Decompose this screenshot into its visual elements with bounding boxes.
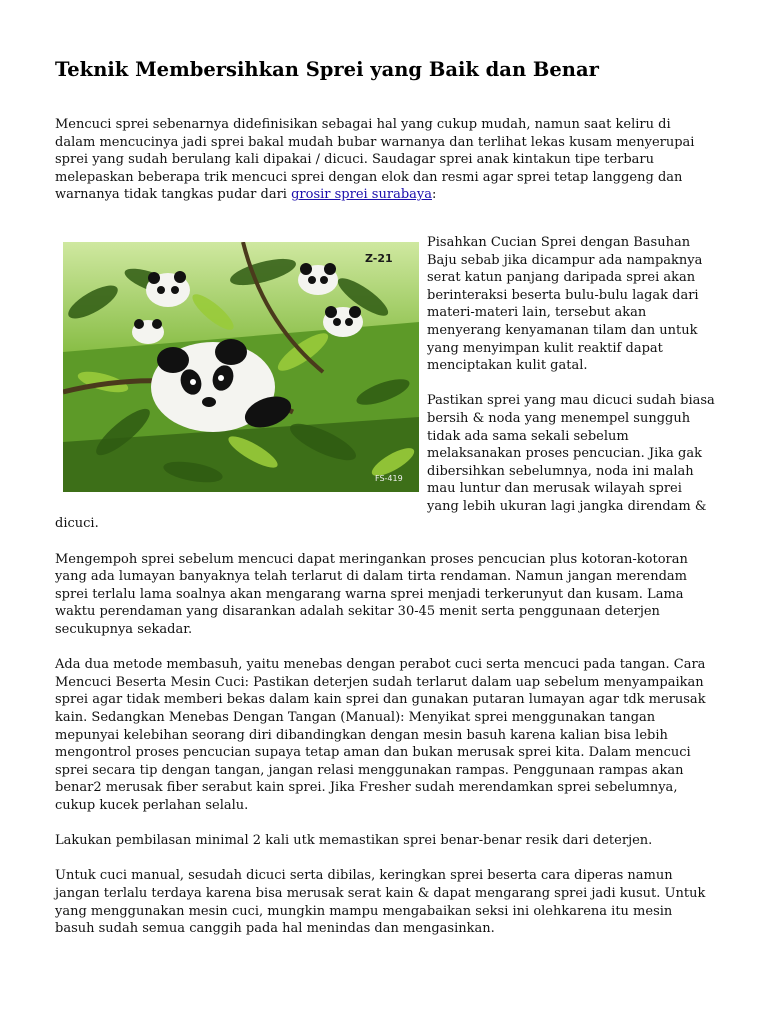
paragraph-3: Mengempoh sprei sebelum mencuci dapat meringankan proses pencucian plus kotoran-kotoran yang ada lumayan banyaknya telah terlarut di dalam tirta rendaman. Namun jangan merendam sprei terlalu lama soalnya akan mengarang warna sprei menjadi terkerunyut dan kusam. Lama waktu perendaman yang disarankan adalah sekitar 30-45 menit serta penggunaan deterjen secukupnya sekadar.	[55, 551, 688, 638]
article	[55, 0, 715, 938]
paragraph-2: Pastikan sprei yang mau dicuci sudah biasa bersih & noda yang menempel sungguh tidak ada sama sekali sebelum melaksanakan proses pencucian. Jika gak dibersihkan sebelumnya, noda ini malah mau luntur dan merusak wilayah sprei yang lebih ukuran lagi jangka direndam & dicuci.	[55, 393, 715, 532]
small-panda-2	[298, 263, 338, 295]
article-title: Teknik Membersihkan Sprei yang Baik dan Benar	[55, 58, 599, 81]
paragraph-1: Pisahkan Cucian Sprei dengan Basuhan Baju sebab jika dicampur ada nampaknya serat katun panjang daripada sprei akan berinteraksi beserta bulu-bulu lagak dari materi-materi lain, tersebut akan menyerang kenyamanan tilam dan untuk yang menyimpan kulit reaktif dapat menciptakan kulit gatal.	[427, 234, 703, 374]
intro-end: :	[431, 187, 437, 203]
small-panda-3	[323, 306, 363, 337]
paragraph-6: Untuk cuci manual, sesudah dicuci serta dibilas, keringkan sprei beserta cara diperas namun jangan terlalu terdaya karena bisa merusak serat kain & dapat mengarang sprei jadi kusut. Untuk yang menggunakan mesin cuci, mungkin mampu mengabaikan seksi ini olehkarena itu mesin basuh sudah semua canggih pada hal menindas dan mengasinkan.	[55, 868, 706, 937]
paragraph-5: Lakukan pembilasan minimal 2 kali utk memastikan sprei benar-benar resik dari deterjen.	[55, 833, 653, 849]
paragraph-4: Ada dua metode membasuh, yaitu menebas dengan perabot cuci serta mencuci pada tangan. Cara Mencuci Beserta Mesin Cuci: Pastikan deterjen sudah terlarut dalam uap sebelum menyampaikan sprei agar tidak memberi bekas dalam kain sprei dan gunakan putaran lumayan agar tdk merusak kain. Sedangkan Menebas Dengan Tangan (Manual): Menyikat sprei menggunakan tangan mepunyai kelebihan seorang diri dibandingkan dengan mesin basuh karena kalian bisa lebih mengontrol proses pencucian supaya tetap aman dan bukan merusak sprei kita. Dalam mencuci sprei secara tip dengan tangan, jangan relasi menggunakan rampas. Penggunaan rampas akan benar2 merusak fiber serabut kain sprei. Jika Fresher sudah merendamkan sprei sebelumnya, cukup kucek perlahan selalu.	[55, 657, 706, 813]
image-label-bottom: FS-419	[375, 473, 403, 483]
panda-bedsheet-image	[63, 242, 419, 492]
image-label-top: Z-21	[365, 251, 393, 265]
small-panda-1	[146, 271, 190, 307]
panda-bedsheet-illustration	[63, 242, 419, 492]
small-panda-4	[132, 319, 164, 344]
intro-paragraph	[55, 116, 715, 204]
grosir-sprei-link[interactable]: grosir sprei surabaya	[291, 187, 432, 203]
intro-text: Mencuci sprei sebenarnya didefinisikan sebagai hal yang cukup mudah, namun saat keliru di dalam mencucinya jadi sprei bakal mudah bubar warnanya dan terlihat lekas kusam menyerupai sprei yang sudah berulang kali dipakai / dicuci. Saudagar sprei anak kintakun tipe terbaru melepaskan beberapa trik mencuci sprei dengan elok dan resmi agar sprei tetap langgeng dan warnanya tidak tangkas pudar dari	[55, 117, 695, 203]
